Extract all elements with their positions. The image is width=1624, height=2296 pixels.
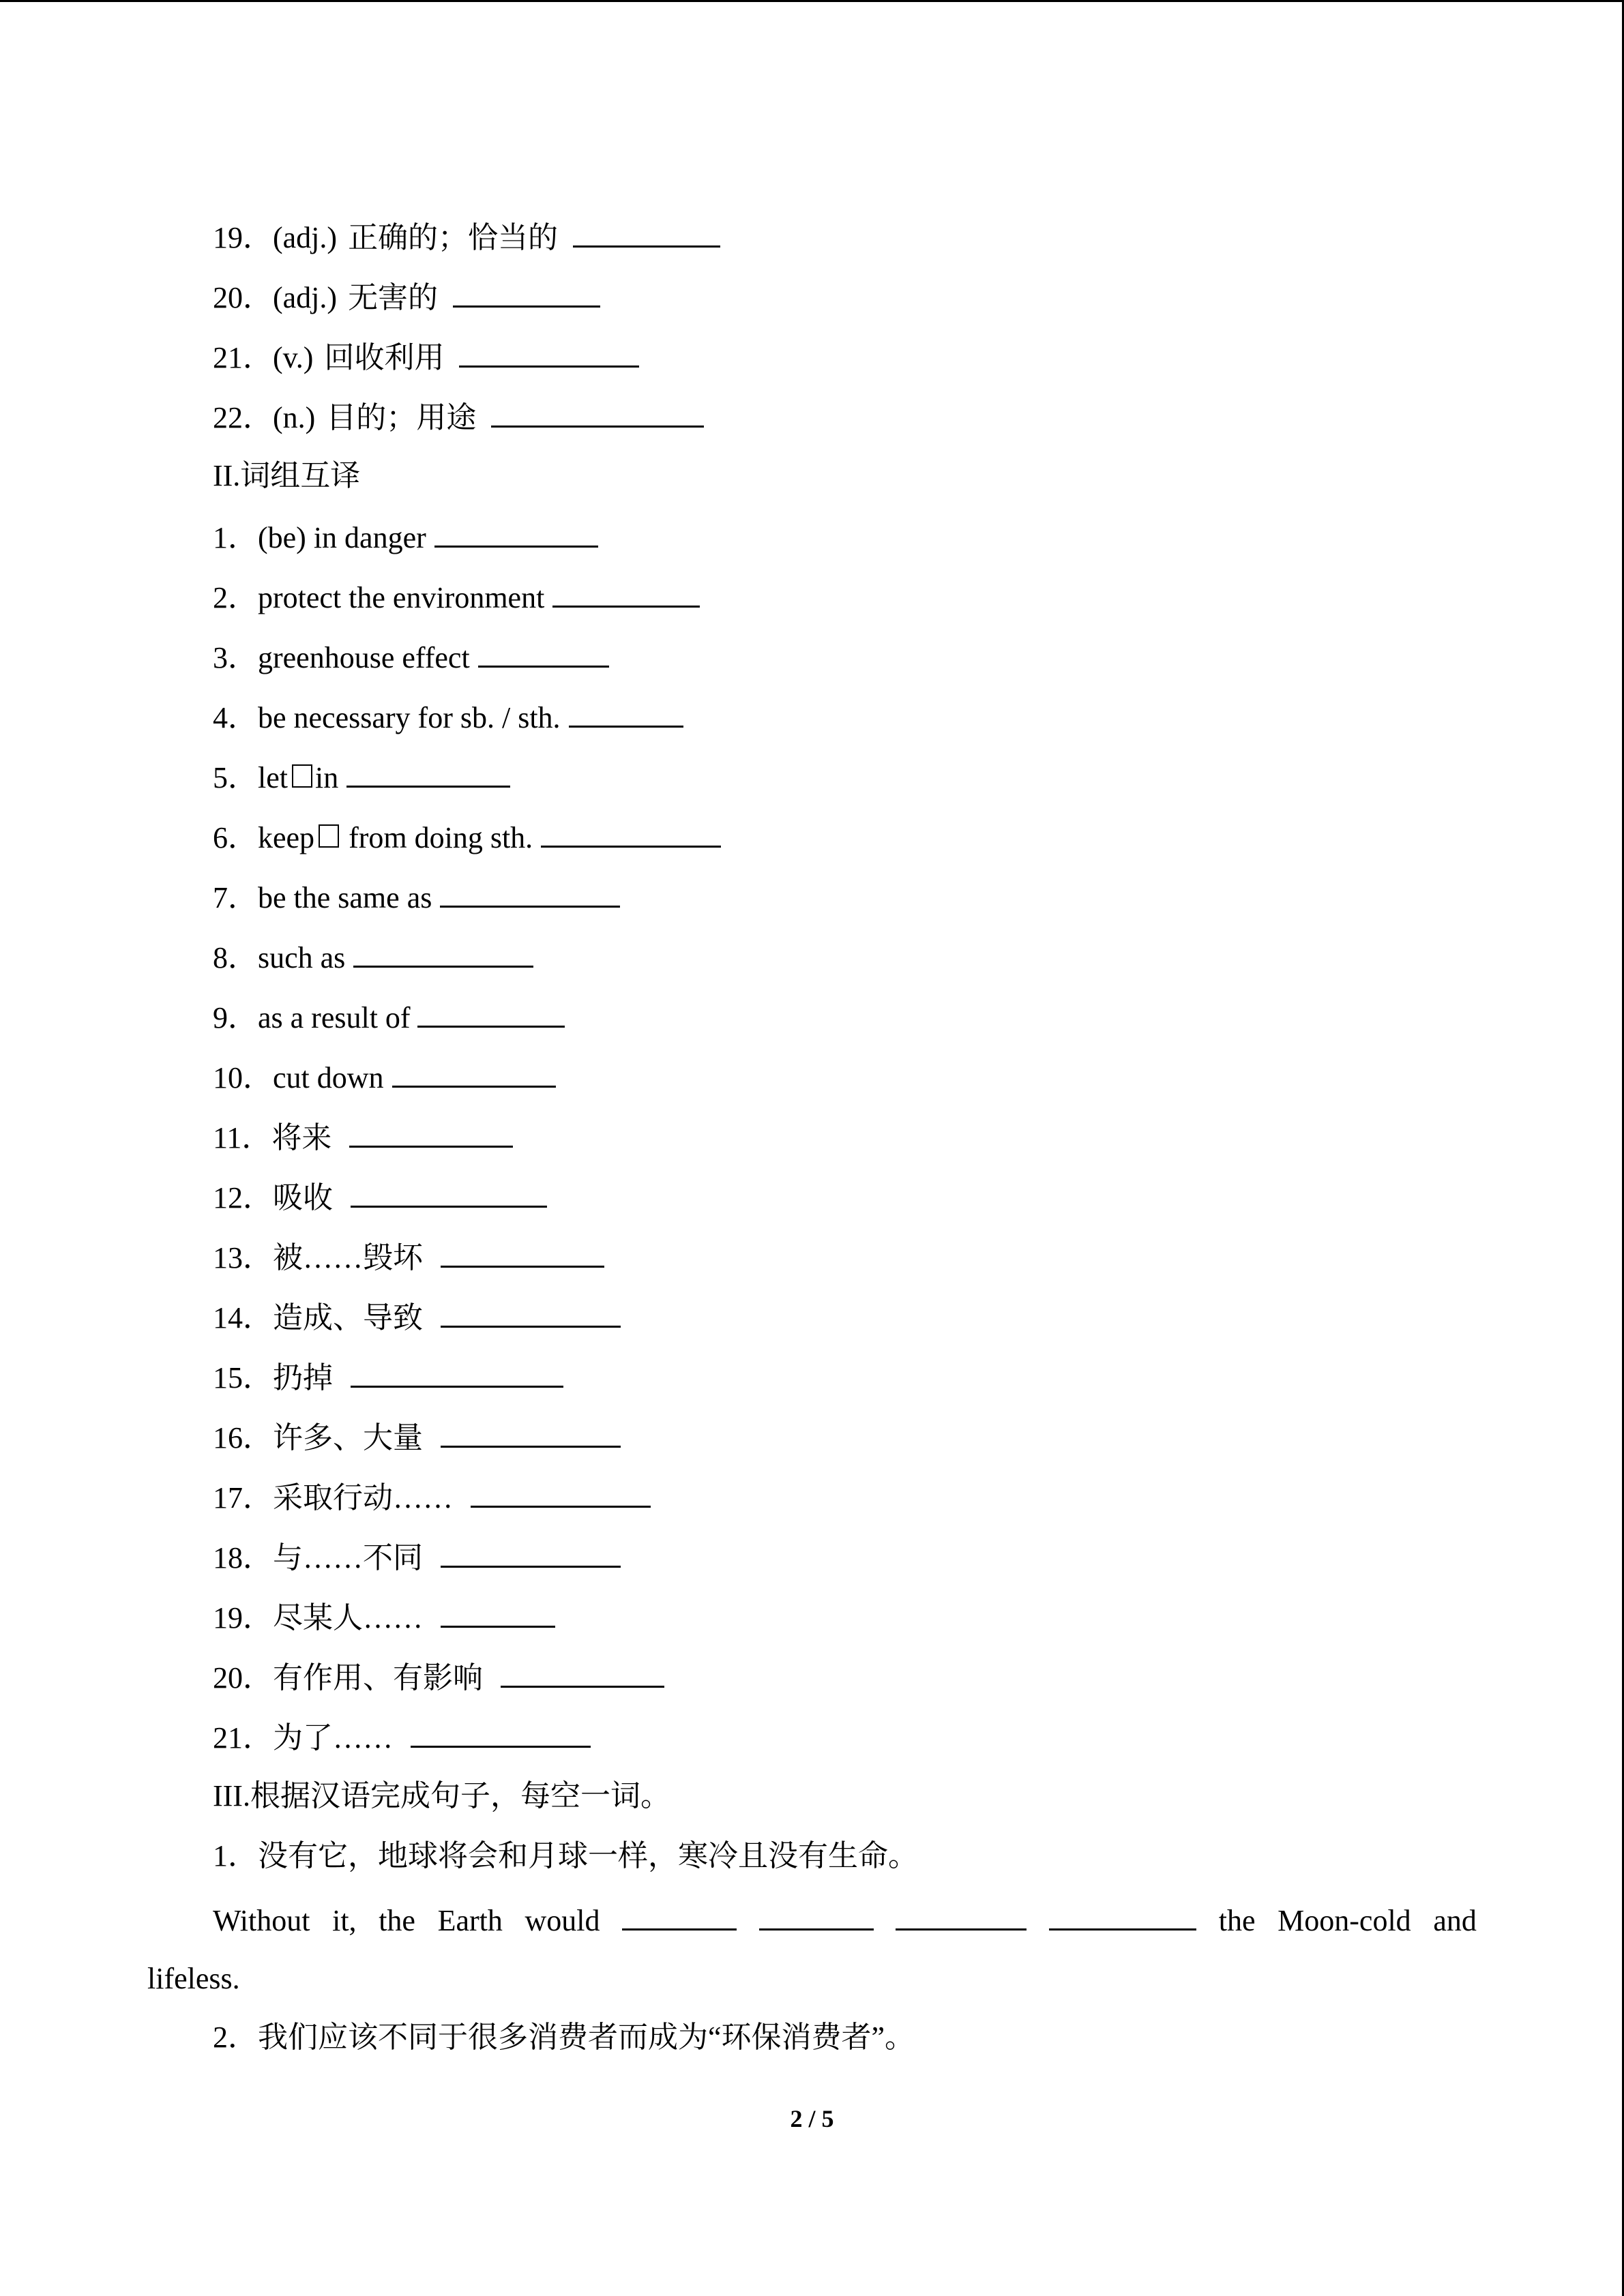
answer-blank[interactable] — [453, 275, 600, 308]
phrase-item — [213, 1536, 621, 1577]
answer-blank[interactable] — [459, 336, 639, 368]
word: Moon-cold — [1278, 1904, 1411, 1937]
meaning: 回收利用 — [324, 341, 445, 374]
phrase-text: from doing sth. — [349, 821, 533, 854]
phrase-text: 许多、大量 — [273, 1421, 423, 1455]
answer-blank[interactable] — [1049, 1898, 1196, 1930]
phrase-item — [213, 996, 565, 1037]
answer-blank[interactable] — [346, 756, 510, 788]
phrase-text: (be) in danger — [258, 521, 426, 554]
phrase-text: 采取行动…… — [273, 1481, 453, 1515]
answer-blank[interactable] — [417, 996, 565, 1028]
item-number: 17． — [213, 1481, 273, 1515]
phrase-text: 为了…… — [273, 1721, 393, 1755]
answer-blank[interactable] — [434, 516, 598, 548]
phrase-item — [213, 636, 609, 676]
phrase-text: 有作用、有影响 — [273, 1661, 483, 1695]
answer-blank[interactable] — [441, 1536, 621, 1568]
answer-blank[interactable] — [478, 636, 609, 668]
word: the — [379, 1904, 415, 1937]
phrase-item — [213, 876, 620, 916]
item-number: 21． — [213, 341, 273, 374]
placeholder-box — [292, 764, 312, 788]
phrase-item — [213, 1716, 591, 1757]
sentence-chinese: 2．我们应该不同于很多消费者而成为“环保消费者”。 — [213, 2021, 915, 2054]
answer-blank[interactable] — [896, 1898, 1027, 1930]
section-heading: III.根据汉语完成句子，每空一词。 — [213, 1779, 670, 1813]
item-number: 11． — [213, 1121, 272, 1154]
phrase-text: protect the environment — [258, 581, 545, 614]
word: the — [1218, 1904, 1256, 1937]
sentence-english-continuation: lifeless. — [147, 1962, 240, 1995]
phrase-text: as a result of — [258, 1001, 411, 1034]
phrase-text: 尽某人…… — [273, 1601, 423, 1635]
item-number: 15． — [213, 1361, 273, 1395]
item-number: 12． — [213, 1181, 273, 1214]
answer-blank[interactable] — [552, 576, 700, 608]
word: and — [1433, 1904, 1477, 1937]
word: Without — [213, 1904, 310, 1937]
meaning: 目的；用途 — [326, 401, 477, 434]
phrase-item — [213, 1476, 651, 1517]
vocab-item — [213, 336, 639, 376]
item-number: 20． — [213, 1661, 273, 1695]
answer-blank[interactable] — [471, 1476, 651, 1508]
answer-blank[interactable] — [440, 876, 620, 908]
sentence-english — [213, 1898, 1477, 1939]
item-number: 19． — [213, 221, 273, 254]
phrase-item — [213, 696, 683, 736]
answer-blank[interactable] — [441, 1236, 604, 1268]
item-number: 20． — [213, 281, 273, 314]
phrase-text: 被……毁坏 — [273, 1241, 423, 1274]
phrase-text: 与……不同 — [273, 1541, 423, 1575]
phrase-item — [213, 1416, 621, 1457]
answer-blank[interactable] — [441, 1296, 621, 1328]
item-number: 1． — [213, 521, 258, 554]
phrase-text: greenhouse effect — [258, 641, 470, 674]
answer-blank[interactable] — [569, 696, 683, 728]
answer-blank[interactable] — [759, 1898, 874, 1930]
item-number: 21． — [213, 1721, 273, 1755]
item-number: 14． — [213, 1301, 273, 1335]
meaning: 无害的 — [348, 281, 439, 314]
word: would — [525, 1904, 600, 1937]
phrase-text: be necessary for sb. / sth. — [258, 701, 561, 734]
answer-blank[interactable] — [411, 1716, 591, 1748]
phrase-item — [213, 1116, 513, 1157]
phrase-text: 吸收 — [273, 1181, 333, 1214]
phrase-item — [213, 756, 510, 796]
item-number: 7． — [213, 881, 258, 914]
meaning: 正确的；恰当的 — [348, 221, 559, 254]
phrase-item — [213, 936, 533, 976]
item-number: 8． — [213, 941, 258, 974]
phrase-item — [213, 816, 721, 856]
phrase-item — [213, 1056, 556, 1097]
phrase-item — [213, 1176, 547, 1217]
answer-blank[interactable] — [441, 1416, 621, 1448]
item-number: 22． — [213, 401, 273, 434]
part-of-speech: (adj.) — [273, 221, 338, 254]
phrase-text: cut down — [273, 1061, 384, 1094]
answer-blank[interactable] — [501, 1656, 664, 1688]
item-number: 10． — [213, 1061, 273, 1094]
vocab-item — [213, 275, 600, 316]
phrase-text: 扔掉 — [273, 1361, 333, 1395]
phrase-text: let — [258, 761, 288, 794]
item-number: 16． — [213, 1421, 273, 1455]
item-number: 19． — [213, 1601, 273, 1635]
phrase-text: be the same as — [258, 881, 432, 914]
phrase-text: keep — [258, 821, 315, 854]
phrase-item — [213, 1236, 604, 1277]
phrase-item — [213, 1356, 563, 1397]
item-number: 2． — [213, 581, 258, 614]
vocab-item — [213, 396, 704, 436]
phrase-item — [213, 576, 700, 616]
page-number: 2 / 5 — [790, 2105, 834, 2132]
part-of-speech: (v.) — [273, 341, 314, 374]
answer-blank[interactable] — [622, 1898, 737, 1930]
answer-blank[interactable] — [541, 816, 721, 848]
answer-blank[interactable] — [573, 215, 720, 248]
word: it, — [332, 1904, 357, 1937]
sentence-chinese: 1．没有它，地球将会和月球一样，寒冷且没有生命。 — [213, 1839, 918, 1873]
answer-blank[interactable] — [349, 1116, 513, 1148]
word: Earth — [437, 1904, 503, 1937]
placeholder-box — [319, 824, 339, 848]
phrase-text: in — [314, 761, 339, 794]
answer-blank[interactable] — [392, 1056, 556, 1088]
item-number: 9． — [213, 1001, 258, 1034]
answer-blank[interactable] — [491, 396, 704, 428]
vocab-item — [213, 215, 720, 256]
part-of-speech: (adj.) — [273, 281, 338, 314]
item-number: 6． — [213, 821, 258, 854]
phrase-item — [213, 1596, 555, 1637]
answer-blank[interactable] — [351, 1176, 547, 1208]
item-number: 3． — [213, 641, 258, 674]
item-number: 4． — [213, 701, 258, 734]
phrase-item — [213, 516, 598, 556]
section-heading: II.词组互译 — [213, 459, 361, 492]
phrase-text: 造成、导致 — [273, 1301, 423, 1335]
phrase-text: such as — [258, 941, 346, 974]
part-of-speech: (n.) — [273, 401, 316, 434]
phrase-text: 将来 — [271, 1121, 332, 1154]
answer-blank[interactable] — [441, 1596, 555, 1628]
phrase-item — [213, 1656, 664, 1697]
item-number: 18． — [213, 1541, 273, 1575]
answer-blank[interactable] — [353, 936, 533, 968]
item-number: 5． — [213, 761, 258, 794]
item-number: 13． — [213, 1241, 273, 1274]
answer-blank[interactable] — [351, 1356, 563, 1388]
phrase-item — [213, 1296, 621, 1337]
